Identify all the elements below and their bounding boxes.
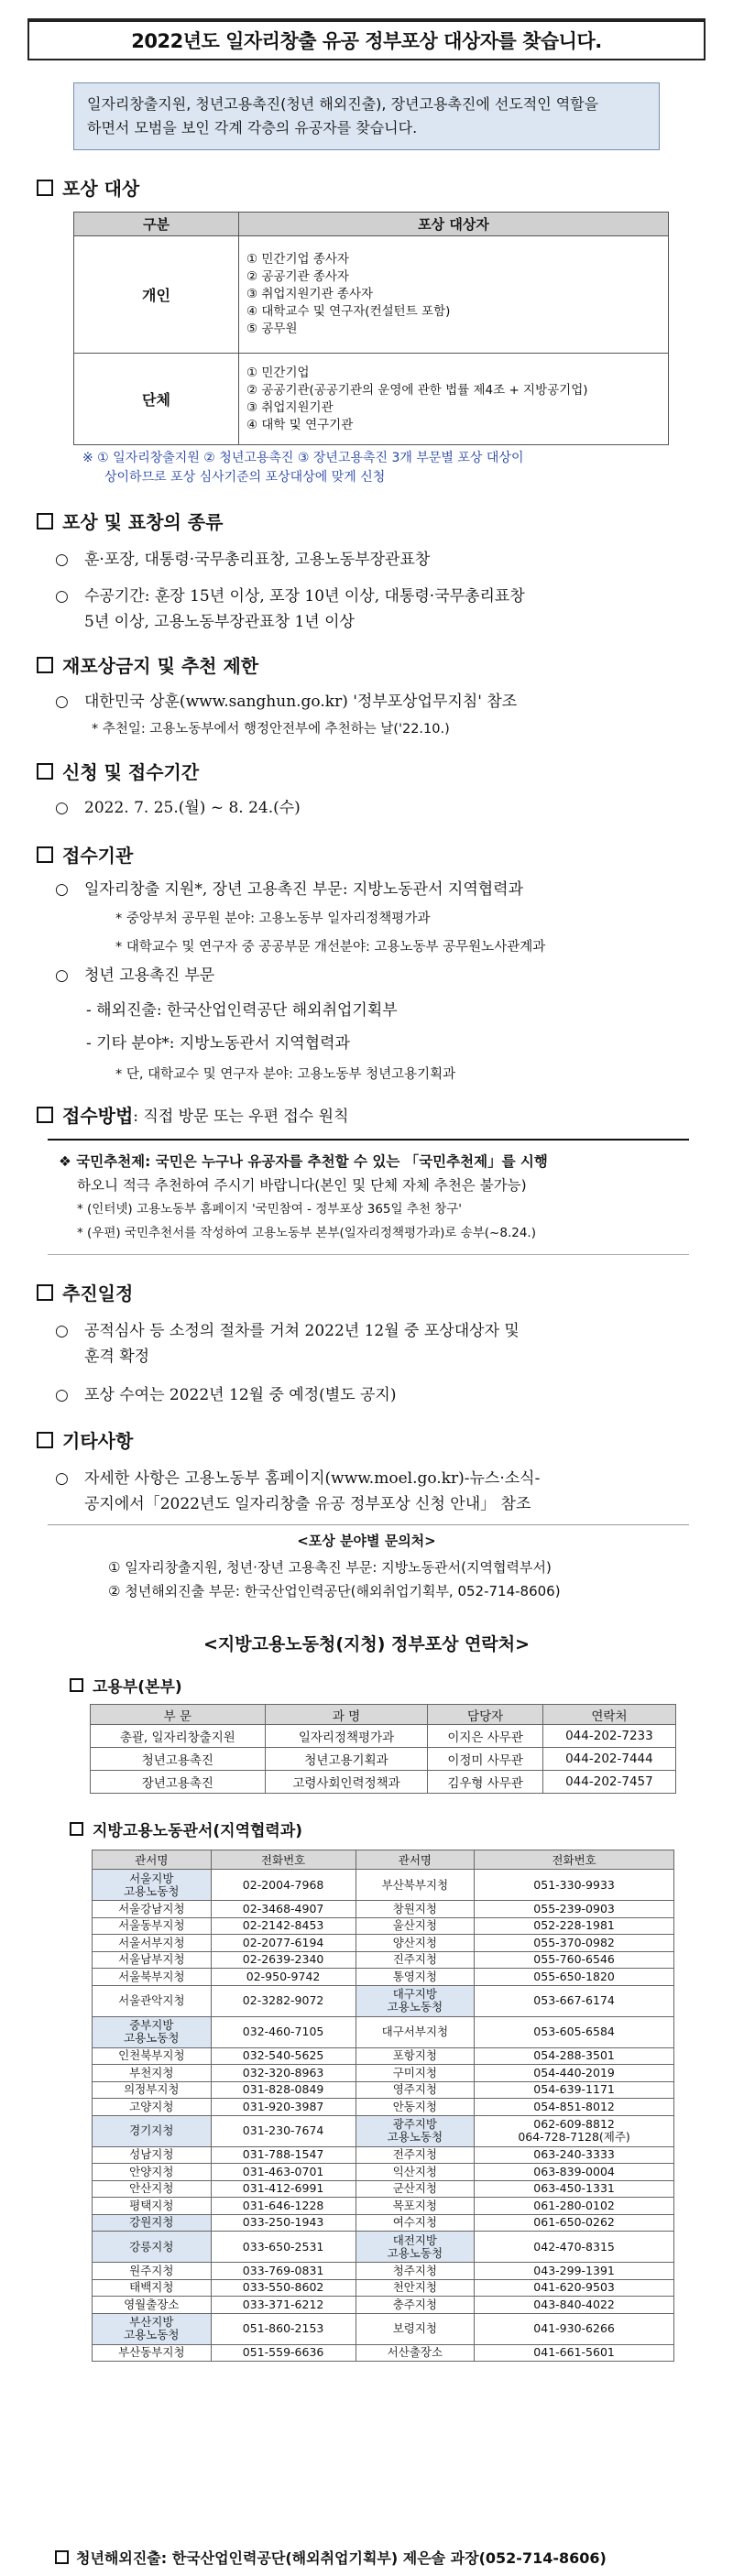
agency-item-1-text: 일자리창출 지원*, 장년 고용촉진 부문: 지방노동관서 지역협력과: [84, 880, 524, 899]
table-cell: 영주지청: [356, 2081, 475, 2099]
types-item-2-text: [84, 584, 525, 635]
table-row: [91, 1725, 676, 1748]
table-cell: 041-930-6266: [475, 2313, 674, 2344]
table-cell: 포항지청: [356, 2047, 475, 2065]
circle-bullet-icon: ○: [55, 1322, 69, 1340]
table-cell: 강릉지청: [93, 2232, 212, 2263]
table-row: [93, 1951, 674, 1969]
circle-bullet-icon: ○: [55, 587, 69, 606]
table-cell: 여수지청: [356, 2214, 475, 2232]
table-cell: 부천지청: [93, 2065, 212, 2082]
table-cell: 055-370-0982: [475, 1935, 674, 1952]
other-item-1-text: [84, 1466, 540, 1517]
section-other: [37, 1426, 717, 1453]
table-row: [93, 2164, 674, 2181]
method-note-line-2: 하오니 적극 추천하여 주시기 바랍니다(본인 및 단체 자체 추천은 불가능): [77, 1177, 527, 1194]
restriction-sub-note: * 추천일: 고용노동부에서 행정안전부에 추천하는 날('22.10.): [92, 722, 450, 737]
table-cell: 태백지청: [93, 2279, 212, 2297]
table-cell: 052-228-1981: [475, 1917, 674, 1935]
table-cell: 천안지청: [356, 2279, 475, 2297]
table-cell: 043-299-1391: [475, 2263, 674, 2280]
table-cell: 02-2142-8453: [211, 1917, 356, 1935]
table-row: [93, 2099, 674, 2116]
table-cell: 군산지청: [356, 2180, 475, 2198]
contact-line-1: ① 일자리창출지원, 청년·장년 고용촉진 부문: 지방노동관서(지역협력부서): [108, 1559, 552, 1576]
table-cell: 061-280-0102: [475, 2198, 674, 2215]
table-cell: 구미지청: [356, 2065, 475, 2082]
table-cell: 02-950-9742: [211, 1969, 356, 1986]
table-cell: 055-760-6546: [475, 1951, 674, 1969]
table-cell: 안양지청: [93, 2164, 212, 2181]
ministry-col-division: 부 문: [91, 1705, 266, 1725]
table-cell: 이지은 사무관: [428, 1725, 542, 1748]
section-restriction-heading: 재포상금지 및 추천 제한: [62, 655, 259, 677]
table-cell: 033-769-0831: [211, 2263, 356, 2280]
table-cell: 총괄, 일자리창출지원: [91, 1725, 266, 1748]
gov-contact-title: <지방고용노동청(지청) 정부포상 연락처>: [202, 1634, 531, 1654]
divider: [48, 1524, 689, 1525]
method-note-mail: * (우편) 국민추천서를 작성하여 고용노동부 본부(일자리정책평가과)로 송부(~8.24.): [77, 1226, 536, 1240]
circle-bullet-icon: ○: [55, 1469, 69, 1488]
table-cell: 02-3468-4907: [211, 1901, 356, 1918]
table-row: [93, 2081, 674, 2099]
method-note-internet: * (인터넷) 고용노동부 홈페이지 '국민참여 - 정부포상 365일 추천 창구': [77, 1202, 462, 1217]
target-note: [82, 449, 717, 487]
table-row: [93, 2214, 674, 2232]
table-cell: 의정부지청: [93, 2081, 212, 2099]
target-col-target: 포상 대상자: [239, 213, 669, 236]
agency-item-2a: - 해외진출: 한국산업인력공단 해외취업기획부: [86, 1001, 398, 1020]
table-cell: 강원지청: [93, 2214, 212, 2232]
agency-sub-2: * 대학교수 및 연구자 중 공공부문 개선분야: 고용노동부 공무원노사관계과: [115, 940, 546, 955]
contact-title: <포상 분야별 문의처>: [297, 1533, 436, 1549]
table-cell: 청년고용촉진: [91, 1748, 266, 1771]
section-ministry-heading: 고용부(본부): [93, 1678, 182, 1697]
table-cell: 044-202-7444: [542, 1748, 675, 1771]
table-cell: 051-330-9933: [475, 1870, 674, 1901]
table-cell: 032-320-8963: [211, 2065, 356, 2082]
section-schedule: [37, 1279, 717, 1305]
table-cell: 063-450-1331: [475, 2180, 674, 2198]
square-bullet-icon: [70, 1678, 83, 1692]
table-cell: 충주지청: [356, 2297, 475, 2314]
square-bullet-icon: [37, 513, 53, 529]
section-target: [37, 174, 717, 201]
list-item: ③ 취업지원기관 종사자: [246, 287, 374, 301]
table-row: [93, 2263, 674, 2280]
table-cell: 안산지청: [93, 2180, 212, 2198]
table-cell: 032-460-7105: [211, 2016, 356, 2047]
table-cell: 031-230-7674: [211, 2115, 356, 2146]
list-item: ③ 취업지원기관: [246, 399, 334, 415]
schedule-item-1-line-1: 공적심사 등 소정의 절차를 거쳐 2022년 12월 중 포상대상자 및: [84, 1322, 520, 1340]
section-types-heading: 포상 및 표창의 종류: [62, 511, 224, 533]
square-bullet-icon: [70, 1822, 83, 1836]
table-cell: 054-851-8012: [475, 2099, 674, 2116]
table-cell: 창원지청: [356, 1901, 475, 1918]
table-cell: 대전지방 고용노동청: [356, 2232, 475, 2263]
section-method-heading: 접수방법: [62, 1105, 134, 1127]
table-cell: 054-639-1171: [475, 2081, 674, 2099]
other-item-1-line-1: 자세한 사항은 고용노동부 홈페이지(www.moel.go.kr)-뉴스·소식-: [84, 1469, 541, 1488]
table-cell: 051-559-6636: [211, 2344, 356, 2362]
square-bullet-icon: [37, 657, 53, 673]
footer: [55, 2547, 607, 2568]
table-cell: 평택지청: [93, 2198, 212, 2215]
table-cell: 044-202-7457: [542, 1771, 675, 1794]
section-target-heading: 포상 대상: [62, 178, 140, 200]
ministry-col-phone: 연락처: [542, 1705, 675, 1725]
table-cell: 서울남부지청: [93, 1951, 212, 1969]
section-schedule-heading: 추진일정: [62, 1283, 134, 1304]
table-cell: 063-839-0004: [475, 2164, 674, 2181]
table-cell: 고양지청: [93, 2099, 212, 2116]
table-row: [93, 1901, 674, 1918]
square-bullet-icon: [37, 180, 53, 196]
table-row: [93, 2115, 674, 2146]
section-restriction: [37, 651, 717, 678]
table-cell: 054-288-3501: [475, 2047, 674, 2065]
table-cell: 대구지방 고용노동청: [356, 1985, 475, 2016]
intro-line-1: 일자리창출지원, 청년고용촉진(청년 해외진출), 장년고용촉진에 선도적인 역할을: [87, 95, 599, 113]
table-cell: 김우형 사무관: [428, 1771, 542, 1794]
section-agency-heading: 접수기관: [62, 845, 134, 867]
table-cell: 청주지청: [356, 2263, 475, 2280]
table-cell: 안동지청: [356, 2099, 475, 2116]
table-cell: 통영지청: [356, 1969, 475, 1986]
target-col-category: 구분: [74, 213, 239, 236]
table-row: [93, 2198, 674, 2215]
table-cell: 서울동부지청: [93, 1917, 212, 1935]
target-note-line-2: 상이하므로 포상 심사기준의 포상대상에 맞게 신청: [104, 470, 386, 485]
agency-item-1: [55, 877, 717, 902]
table-cell: 053-605-6584: [475, 2016, 674, 2047]
table-cell: 031-788-1547: [211, 2146, 356, 2164]
table-cell: 031-463-0701: [211, 2164, 356, 2181]
table-row: [93, 1935, 674, 1952]
table-row: [91, 1771, 676, 1794]
table-cell: 익산지청: [356, 2164, 475, 2181]
table-cell: 053-667-6174: [475, 1985, 674, 2016]
ministry-col-manager: 담당자: [428, 1705, 542, 1725]
table-cell: 진주지청: [356, 1951, 475, 1969]
table-cell: 032-540-5625: [211, 2047, 356, 2065]
table-cell: 02-2004-7968: [211, 1870, 356, 1901]
square-bullet-icon: [37, 763, 53, 780]
table-cell: 양산지청: [356, 1935, 475, 1952]
list-item: ② 공공기관(공공기관의 운영에 관한 법률 제4조 + 지방공기업): [246, 382, 588, 398]
table-cell: 원주지청: [93, 2263, 212, 2280]
page-title: 2022년도 일자리창출 유공 정부포상 대상자를 찾습니다.: [27, 18, 706, 60]
table-cell: 033-650-2531: [211, 2232, 356, 2263]
table-cell: 02-2077-6194: [211, 1935, 356, 1952]
section-method: [37, 1101, 717, 1128]
agency-sub-1: * 중앙부처 공무원 분야: 고용노동부 일자리정책평가과: [115, 911, 431, 926]
intro-box: [73, 82, 660, 150]
list-item: ⑤ 공무원: [246, 322, 298, 336]
table-cell: 서산출장소: [356, 2344, 475, 2362]
table-row: [93, 2065, 674, 2082]
table-cell: 목포지청: [356, 2198, 475, 2215]
types-item-2: [55, 584, 717, 635]
table-cell: 031-646-1228: [211, 2198, 356, 2215]
types-item-2-line-2: 5년 이상, 고용노동부장관표창 1년 이상: [84, 613, 355, 631]
table-cell: 인천북부지청: [93, 2047, 212, 2065]
list-item: ② 공공기관 종사자: [246, 269, 349, 284]
list-item: ④ 대학 및 연구기관: [246, 417, 354, 432]
circle-bullet-icon: ○: [55, 1386, 69, 1404]
table-cell: 영월출장소: [93, 2297, 212, 2314]
table-cell: 울산지청: [356, 1917, 475, 1935]
ministry-col-department: 과 명: [265, 1705, 428, 1725]
table-cell: 044-202-7233: [542, 1725, 675, 1748]
regional-col-office-left: 관서명: [93, 1850, 212, 1870]
section-period: [37, 758, 717, 784]
list-item: ① 민간기업: [246, 365, 310, 380]
table-cell: 033-371-6212: [211, 2297, 356, 2314]
table-cell: 043-840-4022: [475, 2297, 674, 2314]
circle-bullet-icon: ○: [55, 551, 69, 569]
target-note-line-1: ※ ① 일자리창출지원 ② 청년고용촉진 ③ 장년고용촉진 3개 부문별 포상 대상이: [82, 451, 524, 465]
table-cell: 031-828-0849: [211, 2081, 356, 2099]
circle-bullet-icon: ○: [55, 693, 69, 711]
table-cell: 장년고용촉진: [91, 1771, 266, 1794]
method-note-box: [48, 1139, 689, 1255]
square-bullet-icon: [37, 1432, 53, 1448]
square-bullet-icon: [55, 2550, 69, 2564]
intro-line-2: 하면서 모범을 보인 각계 각층의 유공자를 찾습니다.: [87, 119, 418, 136]
other-item-1: [55, 1466, 717, 1517]
table-row: [93, 2344, 674, 2362]
square-bullet-icon: [37, 1107, 53, 1123]
table-cell: 055-650-1820: [475, 1969, 674, 1986]
target-group-list: [239, 354, 669, 445]
table-cell: 고령사회인력정책과: [265, 1771, 428, 1794]
table-cell: 일자리정책평가과: [265, 1725, 428, 1748]
table-cell: 부산동부지청: [93, 2344, 212, 2362]
square-bullet-icon: [37, 1284, 53, 1301]
schedule-item-2: [55, 1382, 717, 1408]
table-cell: 061-650-0262: [475, 2214, 674, 2232]
section-regional-heading: 지방고용노동관서(지역협력과): [93, 1822, 303, 1840]
table-row: [93, 1917, 674, 1935]
types-item-1: [55, 547, 717, 573]
square-bullet-icon: [37, 846, 53, 863]
table-cell: 부산지방 고용노동청: [93, 2313, 212, 2344]
section-agency: [37, 841, 717, 868]
section-other-heading: 기타사항: [62, 1430, 134, 1452]
table-cell: 성남지청: [93, 2146, 212, 2164]
table-cell: 033-250-1943: [211, 2214, 356, 2232]
regional-col-office-right: 관서명: [356, 1850, 475, 1870]
regional-col-phone-left: 전화번호: [211, 1850, 356, 1870]
table-row: [93, 2146, 674, 2164]
table-cell: 보령지청: [356, 2313, 475, 2344]
ministry-table: [90, 1704, 676, 1794]
table-cell: 서울지방 고용노동청: [93, 1870, 212, 1901]
table-row: [93, 2180, 674, 2198]
types-item-1-text: 훈·포장, 대통령·국무총리표창, 고용노동부장관표창: [84, 551, 431, 569]
footer-text: 청년해외진출: 한국산업인력공단(해외취업기획부) 제은솔 과장(052-714-8606): [76, 2549, 607, 2567]
section-ministry: [70, 1674, 717, 1697]
table-row: [93, 2232, 674, 2263]
table-cell: 062-609-8812 064-728-7128(제주): [475, 2115, 674, 2146]
table-row: [91, 1748, 676, 1771]
table-row: [93, 2016, 674, 2047]
table-row: [93, 1870, 674, 1901]
table-cell: 이정미 사무관: [428, 1748, 542, 1771]
period-item-1-text: 2022. 7. 25.(월) ~ 8. 24.(수): [84, 799, 301, 817]
schedule-item-2-text: 포상 수여는 2022년 12월 중 예정(별도 공지): [84, 1386, 397, 1404]
table-row: [93, 1969, 674, 1986]
table-row: [93, 2047, 674, 2065]
section-period-heading: 신청 및 접수기간: [62, 761, 200, 783]
section-types: [37, 508, 717, 534]
agency-item-2-text: 청년 고용촉진 부문: [84, 966, 215, 985]
regional-table: [92, 1850, 674, 2362]
table-cell: 광주지방 고용노동청: [356, 2115, 475, 2146]
table-cell: 부산북부지청: [356, 1870, 475, 1901]
table-cell: 054-440-2019: [475, 2065, 674, 2082]
list-item: ④ 대학교수 및 연구자(컨설턴트 포함): [246, 304, 451, 319]
table-row: [93, 2297, 674, 2314]
table-cell: 033-550-8602: [211, 2279, 356, 2297]
restriction-item-1-text: 대한민국 상훈(www.sanghun.go.kr) '정부포상업무지침' 참조: [84, 693, 518, 711]
schedule-item-1-line-2: 훈격 확정: [84, 1348, 150, 1366]
table-cell: 051-860-2153: [211, 2313, 356, 2344]
table-cell: 063-240-3333: [475, 2146, 674, 2164]
agency-item-2: [55, 963, 717, 988]
table-cell: 041-620-9503: [475, 2279, 674, 2297]
table-cell: 서울강남지청: [93, 1901, 212, 1918]
table-cell: 청년고용기획과: [265, 1748, 428, 1771]
table-cell: 02-3282-9072: [211, 1985, 356, 2016]
table-cell: 031-412-6991: [211, 2180, 356, 2198]
schedule-item-1-text: [84, 1318, 520, 1370]
schedule-item-1: [55, 1318, 717, 1370]
method-note-line-1: ❖ 국민추천제: 국민은 누구나 유공자를 추천할 수 있는 「국민추천제」를 시행: [59, 1153, 548, 1170]
period-item-1: [55, 795, 717, 821]
table-cell: 서울북부지청: [93, 1969, 212, 1986]
table-cell: 대구서부지청: [356, 2016, 475, 2047]
section-method-extra: : 직접 방문 또는 우편 접수 원칙: [133, 1108, 349, 1126]
table-cell: 서울관악지청: [93, 1985, 212, 2016]
table-cell: 055-239-0903: [475, 1901, 674, 1918]
table-cell: 02-2639-2340: [211, 1951, 356, 1969]
table-row: [93, 2279, 674, 2297]
table-cell: 서울서부지청: [93, 1935, 212, 1952]
list-item: ① 민간기업 종사자: [246, 252, 349, 267]
table-cell: 031-920-3987: [211, 2099, 356, 2116]
target-group-label: 단체: [74, 354, 239, 445]
table-row: [93, 2313, 674, 2344]
circle-bullet-icon: ○: [55, 966, 69, 985]
target-individual-label: 개인: [74, 236, 239, 354]
target-individual-list: [239, 236, 669, 354]
circle-bullet-icon: ○: [55, 880, 69, 899]
regional-col-phone-right: 전화번호: [475, 1850, 674, 1870]
target-table: [73, 212, 669, 445]
table-row: [93, 1985, 674, 2016]
circle-bullet-icon: ○: [55, 799, 69, 817]
agency-sub-3: * 단, 대학교수 및 연구자 분야: 고용노동부 청년고용기획과: [115, 1067, 456, 1082]
contact-line-2: ② 청년해외진출 부문: 한국산업인력공단(해외취업기획부, 052-714-8606): [108, 1583, 561, 1599]
table-cell: 경기지청: [93, 2115, 212, 2146]
table-cell: 전주지청: [356, 2146, 475, 2164]
restriction-item-1: [55, 689, 717, 715]
section-regional: [70, 1817, 717, 1840]
other-item-1-line-2: 공지에서「2022년도 일자리창출 유공 정부포상 신청 안내」 참조: [84, 1495, 531, 1513]
table-cell: 042-470-8315: [475, 2232, 674, 2263]
agency-item-2b: - 기타 분야*: 지방노동관서 지역협력과: [86, 1034, 350, 1053]
table-cell: 041-661-5601: [475, 2344, 674, 2362]
table-cell: 중부지방 고용노동청: [93, 2016, 212, 2047]
types-item-2-line-1: 수공기간: 훈장 15년 이상, 포장 10년 이상, 대통령·국무총리표창: [84, 587, 525, 606]
